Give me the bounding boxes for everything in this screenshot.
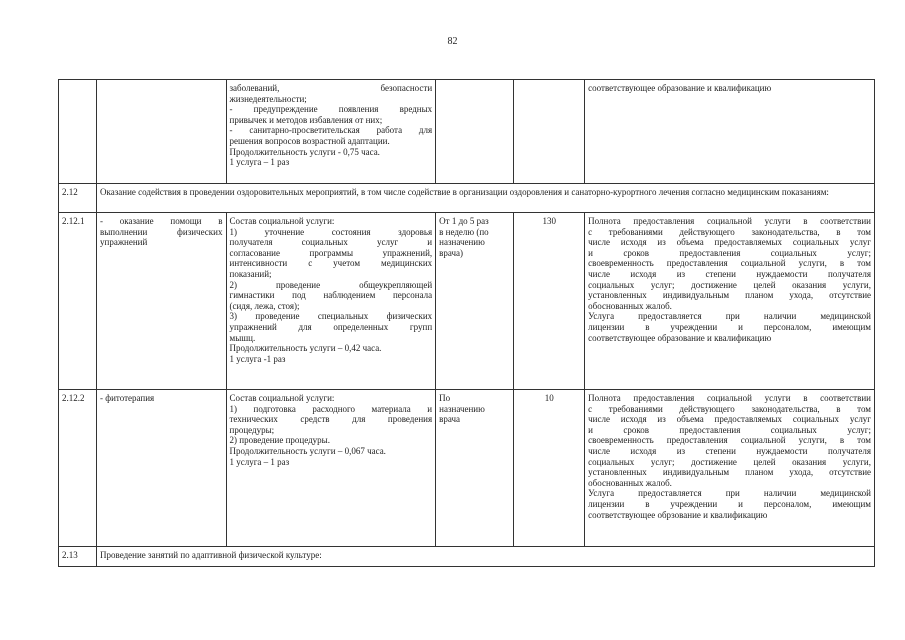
text-line: упражнений для определенных групп [229, 321, 433, 332]
text-line: числе исходя из степени нуждаемости получателя [588, 268, 871, 279]
cell-number: 2.13 [59, 547, 97, 567]
text-line: По [439, 393, 451, 403]
text-line: решения вопросов возрастной адаптации. [229, 135, 390, 146]
text-line: гимнастики под наблюдением персонала [229, 290, 433, 301]
text-line: получателя социальных услуг и [229, 237, 433, 248]
text-line: и сроков предоставления социальных услуг; [588, 247, 871, 258]
text-line: установленных индивидуальным планом ухода, отсутствие [588, 467, 871, 478]
section-heading-2-12: Оказание содействия в проведении оздоровительных мероприятий, в том числе содействие в организации оздоровления и санаторно-курортного лечения согласно медицинским показаниям: [97, 184, 875, 213]
text-line: обоснованных жалоб. [588, 477, 672, 488]
text-line: числе исходя из объема предоставляемых социальных услуг [588, 237, 871, 248]
cell-number [59, 80, 97, 184]
cell-name [97, 213, 226, 390]
cell-name [97, 80, 226, 184]
text-line: назначению [439, 237, 485, 248]
text-line: выполнении физических [100, 226, 223, 237]
cell-volume: 130 [514, 213, 585, 390]
text-line: 1 услуга – 1 раз [229, 456, 290, 467]
text-line: 1 услуга -1 раз [229, 353, 286, 364]
text-line: - оказание помощи в [100, 216, 223, 226]
text-line: Услуга предоставляется при наличии медицинской [588, 488, 871, 499]
text-line: Продолжительность услуги - 0,75 часа. [229, 146, 380, 157]
text-line: От 1 до 5 раз [439, 216, 489, 226]
cell-composition [226, 390, 436, 547]
cell-composition [226, 80, 436, 184]
cell-quality [585, 213, 875, 390]
text-line: соответствующее обрзование и квалификацию [588, 509, 768, 520]
table-row-continuation [59, 80, 875, 184]
text-line: числе исходя из степени нуждаемости получателя [588, 445, 871, 456]
table-row-2-12-2 [59, 390, 875, 547]
text-line: мышц. [229, 332, 256, 343]
cell-name [97, 390, 226, 547]
text-line: жизнедеятельности; [229, 93, 307, 104]
text-line: социальных услуг; достижение целей оказания услуги, [588, 456, 871, 467]
text-line: согласование программы упражнений, [229, 247, 433, 258]
cell-number: 2.12.1 [59, 213, 97, 390]
table-row-2-12-1 [59, 213, 875, 390]
text-line: 3) проведение специальных физических [229, 311, 433, 322]
text-line: - фитотерапия [100, 393, 155, 403]
cell-quality: соответствующее образование и квалификацию [585, 80, 875, 184]
cell-number: 2.12.2 [59, 390, 97, 547]
text-line: обоснованных жалоб. [588, 300, 672, 311]
text-line: социальных услуг; достижение целей оказания услуги, [588, 279, 871, 290]
text-line: врача) [439, 247, 464, 258]
text-line: 1) подготовка расходного материала и [229, 403, 433, 414]
cell-frequency [436, 213, 514, 390]
text-line: врача [439, 414, 461, 425]
table-row-2-13 [59, 547, 875, 567]
text-line: - предупреждение появления вредных [229, 104, 433, 115]
text-line: технических средств для проведения [229, 414, 433, 425]
text-line: установленных индивидуальным планом ухода, отсутствие [588, 290, 871, 301]
text-line: 1 услуга – 1 раз [229, 157, 290, 168]
text-line: - санитарно-просветительская работа для [229, 125, 433, 136]
text-line: Полнота предоставления социальной услуги в соответствии [588, 216, 871, 226]
text-line: 2) проведение процедуры. [229, 435, 330, 446]
cell-frequency [436, 80, 514, 184]
cell-volume: 10 [514, 390, 585, 547]
services-table [58, 79, 875, 567]
section-heading-2-13: Проведение занятий по адаптивной физической культуре: [97, 547, 875, 567]
text-line: 1) уточнение состояния здоровья [229, 226, 433, 237]
cell-number: 2.12 [59, 184, 97, 213]
text-line: своевременность предоставления социальной услуги, в том [588, 435, 871, 446]
text-line: (сидя, лежа, стоя); [229, 300, 300, 311]
text-line: с требованиями действующего законодательства, в том [588, 403, 871, 414]
cell-composition [226, 213, 436, 390]
text-line: числе исходя из объема предоставляемых социальных услуг [588, 414, 871, 425]
text-line: привычек и методов избавления от них; [229, 114, 383, 125]
text-line: и сроков предоставления социальных услуг; [588, 424, 871, 435]
text-line: Состав социальной услуги: [229, 393, 335, 403]
text-line: своевременность предоставления социальной услуги, в том [588, 258, 871, 269]
text-line: с требованиями действующего законодательства, в том [588, 226, 871, 237]
text-line: соответствующее образование и квалификацию [588, 332, 772, 343]
text-line: заболеваний, безопасности [229, 83, 433, 93]
text-line: показаний; [229, 268, 272, 279]
text-line: Полнота предоставления социальной услуги в соответствии [588, 393, 871, 403]
text-line: Продолжительность услуги – 0,067 часа. [229, 445, 386, 456]
text-line: упражнений [100, 237, 148, 248]
text-line: назначению [439, 403, 485, 414]
text-line: лицензии в учреждении и персоналом, имеющим [588, 498, 871, 509]
table-row-2-12 [59, 184, 875, 213]
text-line: Состав социальной услуги: [229, 216, 335, 226]
text-line: Продолжительность услуги – 0,42 часа. [229, 343, 382, 354]
text-line: процедуры; [229, 424, 275, 435]
text-line: 2) проведение общеукрепляющей [229, 279, 433, 290]
text-line: лицензии в учреждении и персоналом, имеющим [588, 321, 871, 332]
cell-quality [585, 390, 875, 547]
cell-frequency [436, 390, 514, 547]
text-line: в неделю (по [439, 226, 489, 237]
cell-volume [514, 80, 585, 184]
text-line: Услуга предоставляется при наличии медицинской [588, 311, 871, 322]
text-line: интенсивности с учетом медицинских [229, 258, 433, 269]
page-number: 82 [447, 36, 458, 47]
